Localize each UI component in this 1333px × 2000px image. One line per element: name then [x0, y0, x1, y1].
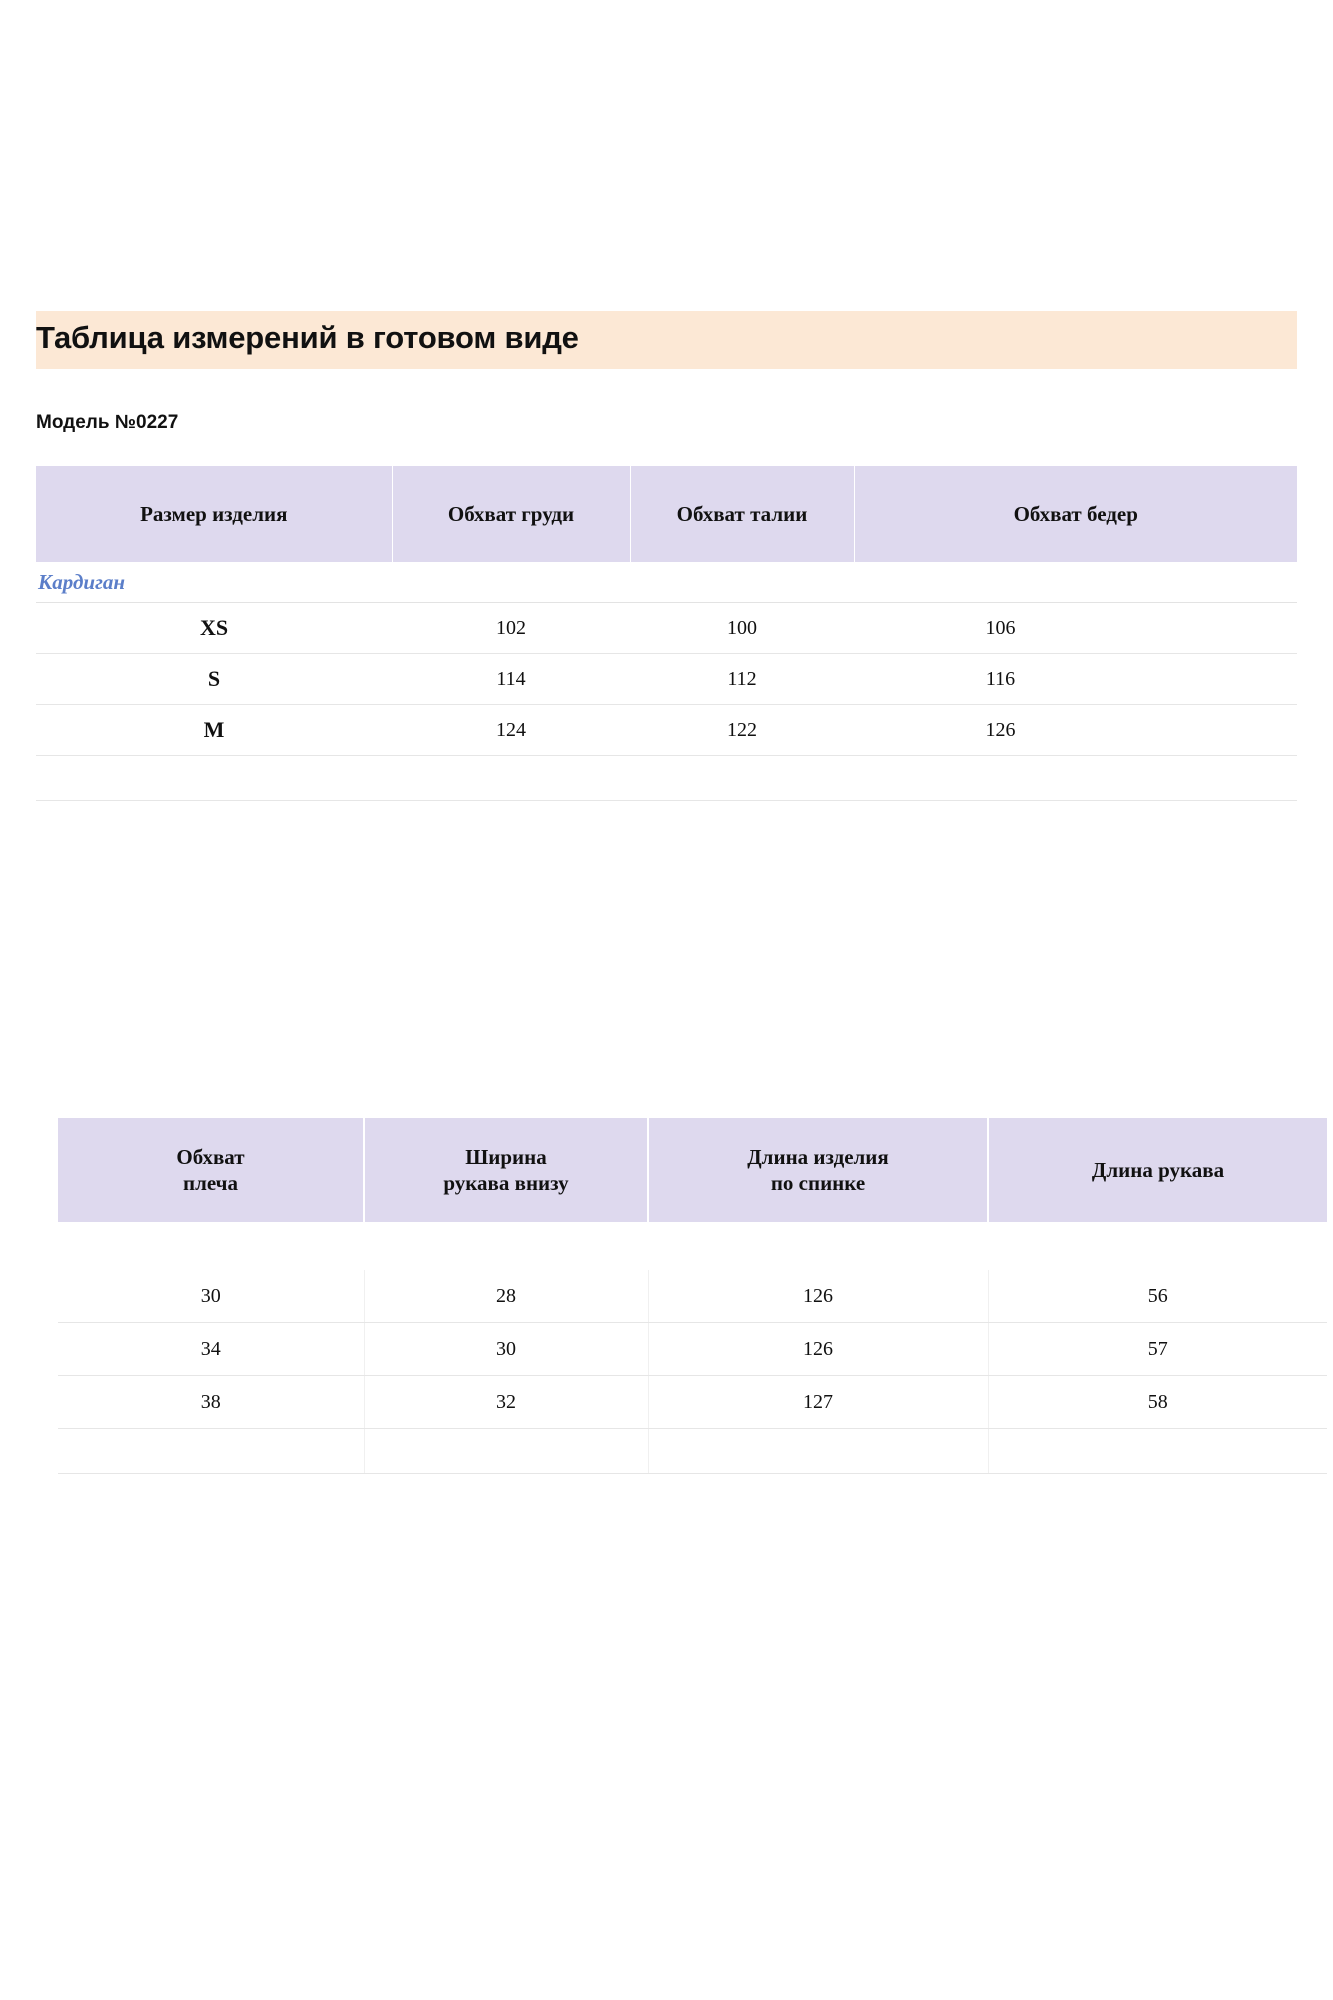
cell-hips: 116 — [854, 654, 1297, 705]
cell-empty — [988, 1429, 1327, 1474]
table-row — [58, 1323, 1327, 1376]
cell-empty — [58, 1429, 364, 1474]
cell-shoulder: 38 — [58, 1376, 364, 1429]
table-row — [58, 1376, 1327, 1429]
section-spacer-cell — [854, 562, 1297, 603]
header-line-1: Ширина — [465, 1144, 547, 1169]
cell-sleeve-length: 57 — [988, 1323, 1327, 1376]
cell-hips: 106 — [854, 603, 1297, 654]
header-cell-sleeve-width — [364, 1118, 648, 1222]
cell-empty — [36, 756, 392, 801]
table-row-empty — [58, 1429, 1327, 1474]
header-cell-chest — [392, 466, 630, 562]
header-cell-shoulder — [58, 1118, 364, 1222]
header-cell-back-length — [648, 1118, 988, 1222]
cell-shoulder: 34 — [58, 1323, 364, 1376]
section-spacer-cell — [630, 562, 854, 603]
measurements-table-primary — [36, 466, 1297, 801]
header-line-2: плеча — [182, 1171, 239, 1195]
cell-spacer — [364, 1222, 648, 1270]
cell-sleeve-width: 30 — [364, 1323, 648, 1376]
cell-sleeve-width: 28 — [364, 1270, 648, 1323]
header-cell-size — [36, 466, 392, 562]
header-cell-waist — [630, 466, 854, 562]
table-row-empty — [36, 756, 1297, 801]
table-row — [58, 1270, 1327, 1323]
cell-sleeve-length: 56 — [988, 1270, 1327, 1323]
cell-empty — [630, 756, 854, 801]
cell-size: S — [36, 654, 392, 705]
cell-sleeve-length: 58 — [988, 1376, 1327, 1429]
header-line-1: Обхват груди — [447, 501, 575, 526]
table-header-row — [58, 1118, 1327, 1222]
cell-size: M — [36, 705, 392, 756]
cell-waist: 122 — [630, 705, 854, 756]
header-line-1: Обхват — [176, 1144, 245, 1169]
header-cell-sleeve-length — [988, 1118, 1327, 1222]
cell-chest: 124 — [392, 705, 630, 756]
header-line-1: Размер изделия — [140, 501, 288, 526]
table-row — [36, 654, 1297, 705]
cell-spacer — [58, 1222, 364, 1270]
model-number-label: Модель №0227 — [36, 412, 179, 433]
cell-empty — [392, 756, 630, 801]
header-line-1: Длина рукава — [1091, 1157, 1225, 1182]
cell-empty — [364, 1429, 648, 1474]
header-line-2: рукава внизу — [443, 1171, 569, 1195]
cell-spacer — [648, 1222, 988, 1270]
header-line-1: Обхват талии — [676, 501, 808, 526]
cell-spacer — [988, 1222, 1327, 1270]
cell-sleeve-width: 32 — [364, 1376, 648, 1429]
cell-empty — [648, 1429, 988, 1474]
header-line-1: Длина изделия — [747, 1144, 889, 1169]
header-cell-hips — [854, 466, 1297, 562]
page-title: Таблица измерений в готовом виде — [36, 320, 579, 355]
table-header-row — [36, 466, 1297, 562]
cell-empty — [854, 756, 1297, 801]
cell-back-length: 127 — [648, 1376, 988, 1429]
header-line-1: Обхват бедер — [1013, 501, 1138, 526]
cell-hips: 126 — [854, 705, 1297, 756]
table-row — [36, 705, 1297, 756]
cell-waist: 100 — [630, 603, 854, 654]
section-row-cardigan — [36, 562, 1297, 603]
cell-chest: 114 — [392, 654, 630, 705]
cell-back-length: 126 — [648, 1323, 988, 1376]
table-row — [36, 603, 1297, 654]
section-spacer-cell — [392, 562, 630, 603]
table-gap-row — [58, 1222, 1327, 1270]
cell-size: XS — [36, 603, 392, 654]
title-banner — [36, 311, 1297, 369]
cell-chest: 102 — [392, 603, 630, 654]
cell-waist: 112 — [630, 654, 854, 705]
cell-shoulder: 30 — [58, 1270, 364, 1323]
header-line-2: по спинке — [770, 1171, 866, 1195]
section-label: Кардиган — [36, 562, 392, 603]
cell-back-length: 126 — [648, 1270, 988, 1323]
measurements-table-secondary — [58, 1118, 1327, 1474]
